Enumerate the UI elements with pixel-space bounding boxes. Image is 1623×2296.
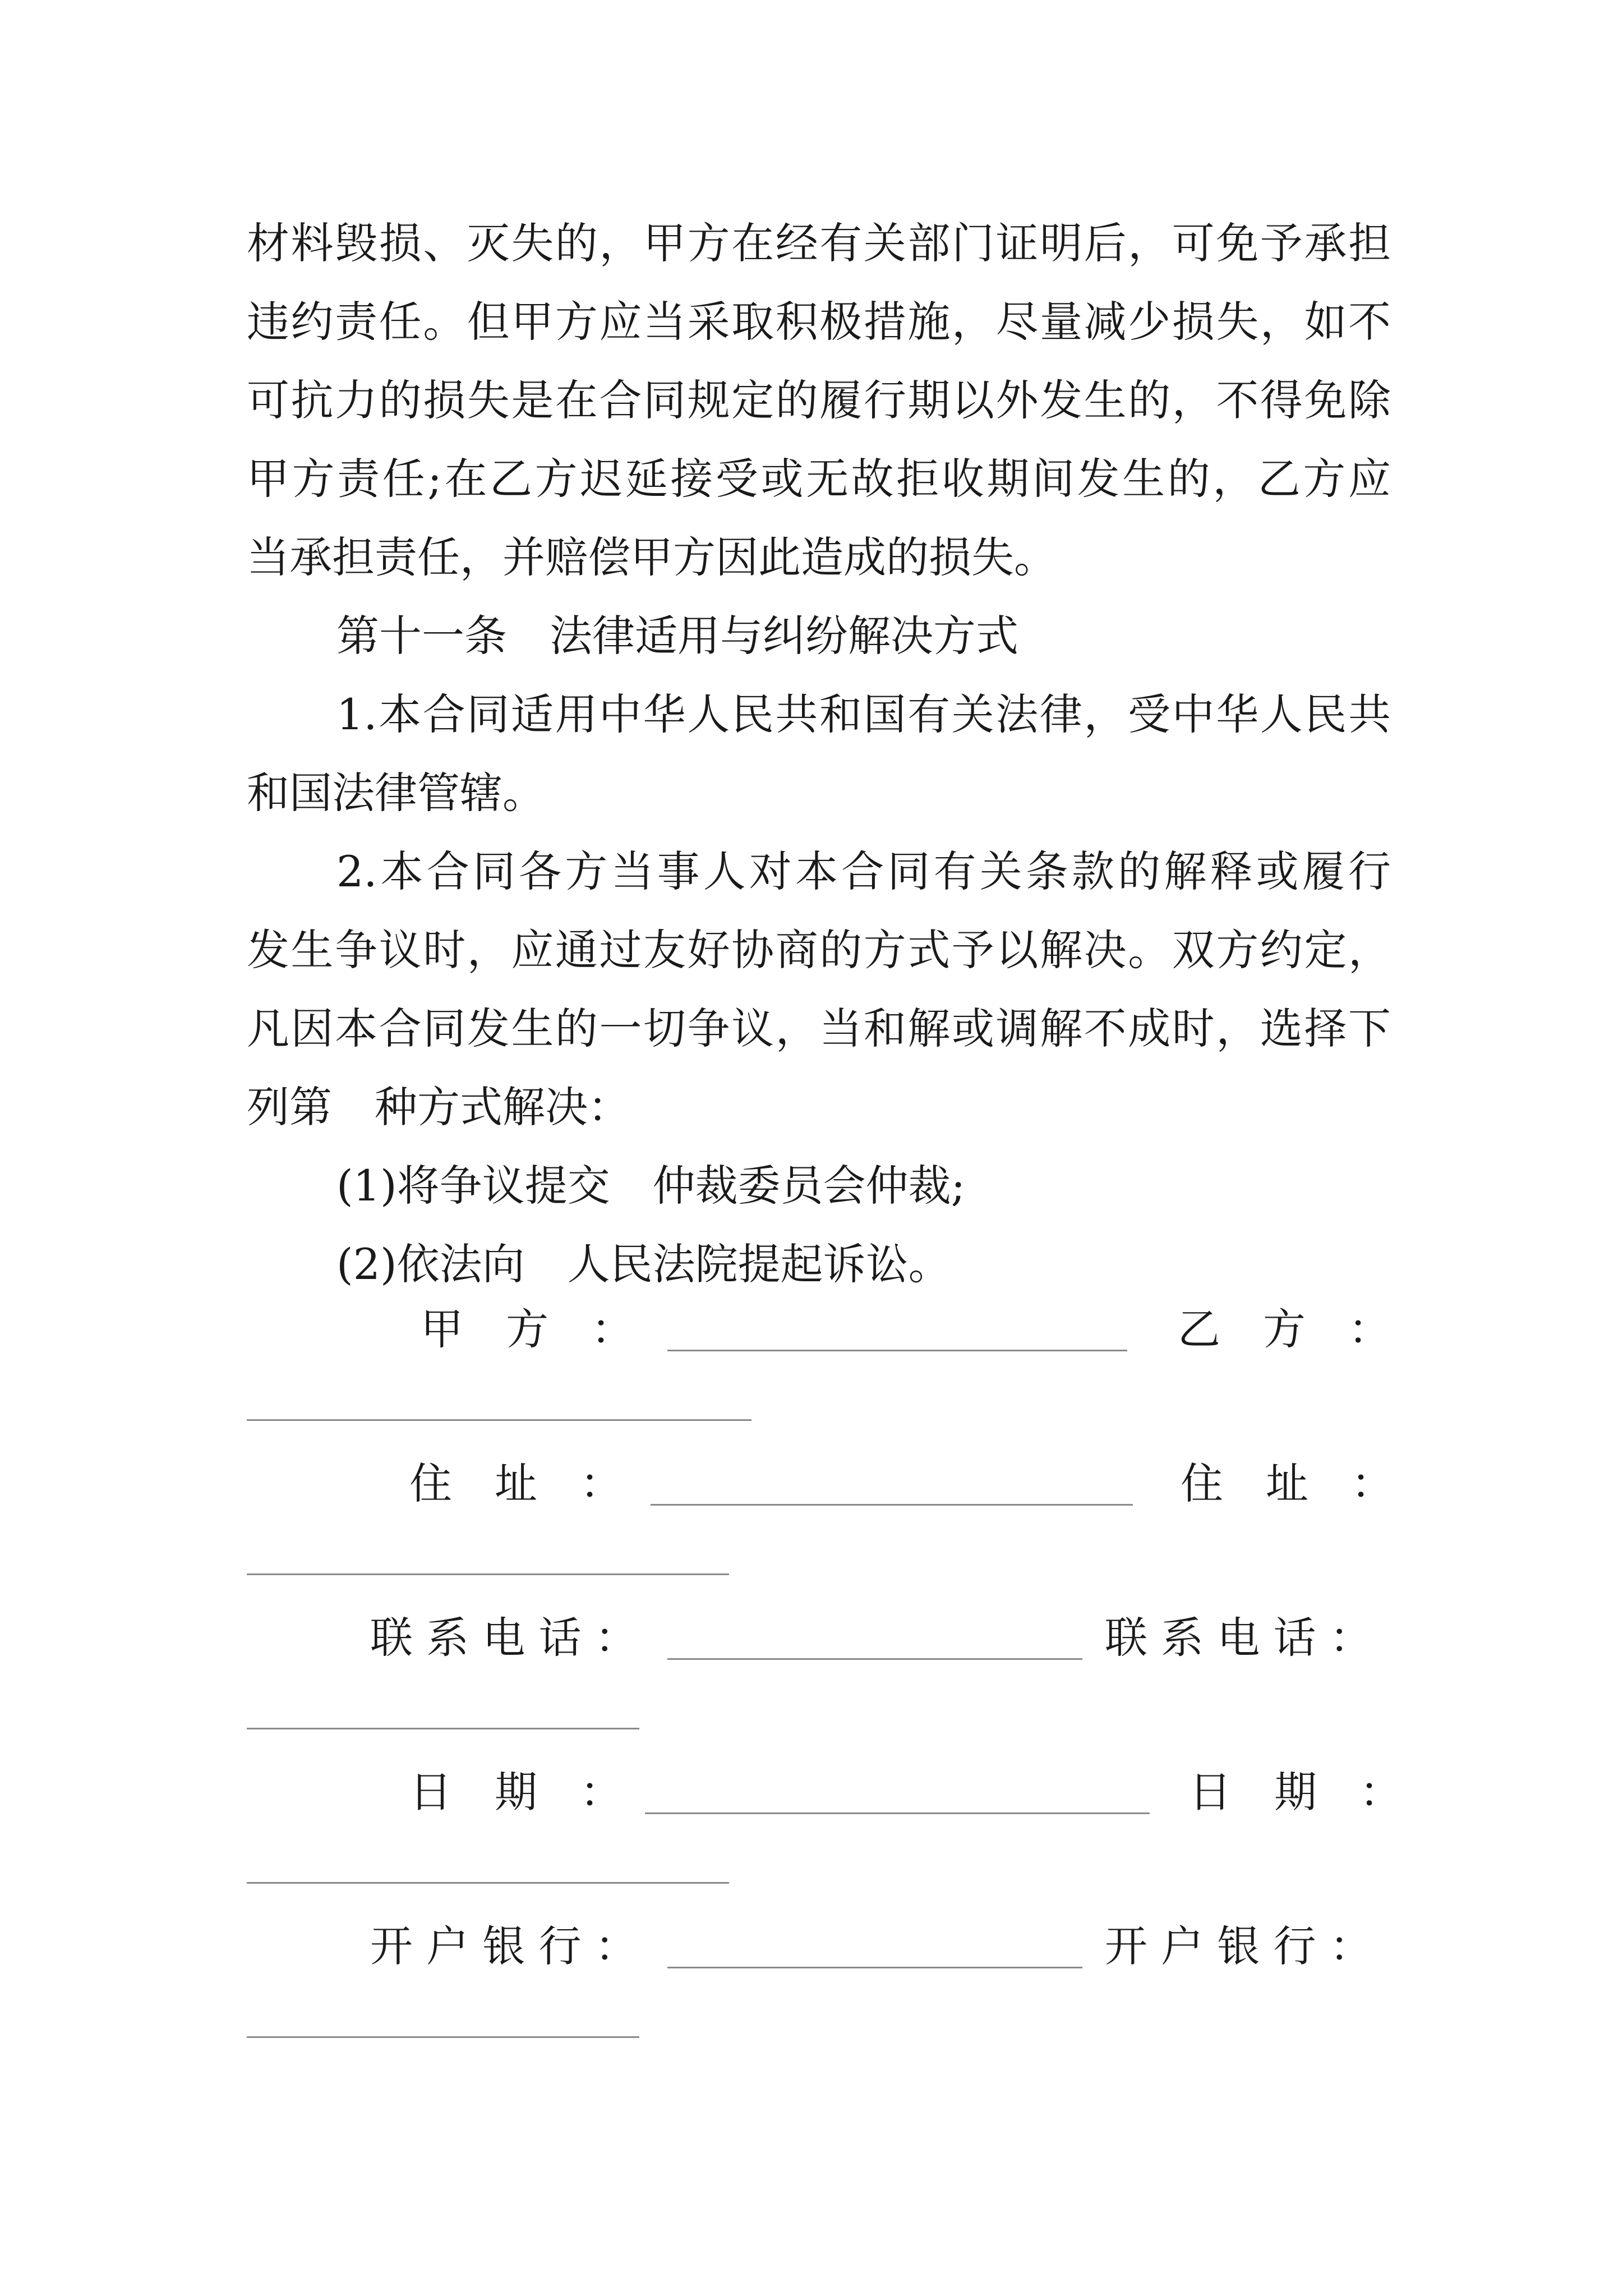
phone-b-label: 联 系 电 话 ：	[1105, 1613, 1372, 1663]
signature-row-date	[247, 1764, 1402, 1832]
date-b-blank[interactable]	[247, 1882, 729, 1884]
body-line-4: 甲方责任;在乙方迟延接受或无故拒收期间发生的，乙方应	[247, 454, 1391, 504]
party-b-blank[interactable]	[247, 1419, 751, 1421]
bank-b-blank[interactable]	[247, 2036, 639, 2038]
address-a-blank[interactable]	[651, 1504, 1133, 1506]
clause2-line-4: 列第 种方式解决：	[247, 1082, 630, 1132]
phone-a-label: 联 系 电 话 ：	[370, 1613, 638, 1663]
signature-row-bank	[247, 1918, 1391, 1986]
clause1-line-1: 1.本合同适用中华人民共和国有关法律，受中华人民共	[336, 689, 1391, 739]
signature-row-address	[247, 1456, 1394, 1523]
phone-a-blank[interactable]	[667, 1658, 1082, 1660]
bank-a-label: 开 户 银 行 ：	[370, 1921, 638, 1971]
body-line-5: 当承担责任，并赔偿甲方因此造成的损失。	[247, 532, 1057, 582]
body-line-2: 违约责任。但甲方应当采取积极措施，尽量减少损失，如不	[247, 297, 1391, 347]
party-a-blank[interactable]	[667, 1350, 1127, 1351]
party-b-label: 乙 方 ：	[1178, 1304, 1391, 1354]
phone-b-blank[interactable]	[247, 1728, 639, 1729]
clause2-line-1: 2.本合同各方当事人对本合同有关条款的解释或履行	[336, 846, 1391, 896]
date-a-blank[interactable]	[645, 1812, 1150, 1814]
clause2-line-2: 发生争议时，应通过友好协商的方式予以解决。双方约定，	[247, 925, 1391, 975]
body-line-3: 可抗力的损失是在合同规定的履行期以外发生的，不得免除	[247, 375, 1391, 425]
party-a-label: 甲 方 ：	[421, 1304, 634, 1354]
signature-row-phone	[247, 1610, 1391, 1677]
option-arbitration: (1)将争议提交 仲裁委员会仲裁;	[336, 1161, 966, 1211]
option-litigation: (2)依法向 人民法院提起诉讼。	[336, 1239, 951, 1289]
clause2-line-3: 凡因本合同发生的一切争议，当和解或调解不成时，选择下	[247, 1004, 1391, 1053]
clause1-line-2: 和国法律管辖。	[247, 768, 545, 818]
date-a-label: 日 期 ：	[409, 1767, 623, 1817]
signature-row-party	[247, 1301, 1391, 1369]
address-b-label: 住 址 ：	[1181, 1458, 1394, 1508]
bank-b-label: 开 户 银 行 ：	[1105, 1921, 1372, 1971]
article-heading: 第十一条 法律适用与纠纷解决方式	[336, 611, 1018, 661]
body-line-1: 材料毁损、灭失的，甲方在经有关部门证明后，可免予承担	[247, 218, 1391, 268]
address-a-label: 住 址 ：	[409, 1458, 623, 1508]
bank-a-blank[interactable]	[667, 1967, 1082, 1968]
date-b-label: 日 期 ：	[1189, 1767, 1402, 1817]
address-b-blank[interactable]	[247, 1573, 729, 1575]
